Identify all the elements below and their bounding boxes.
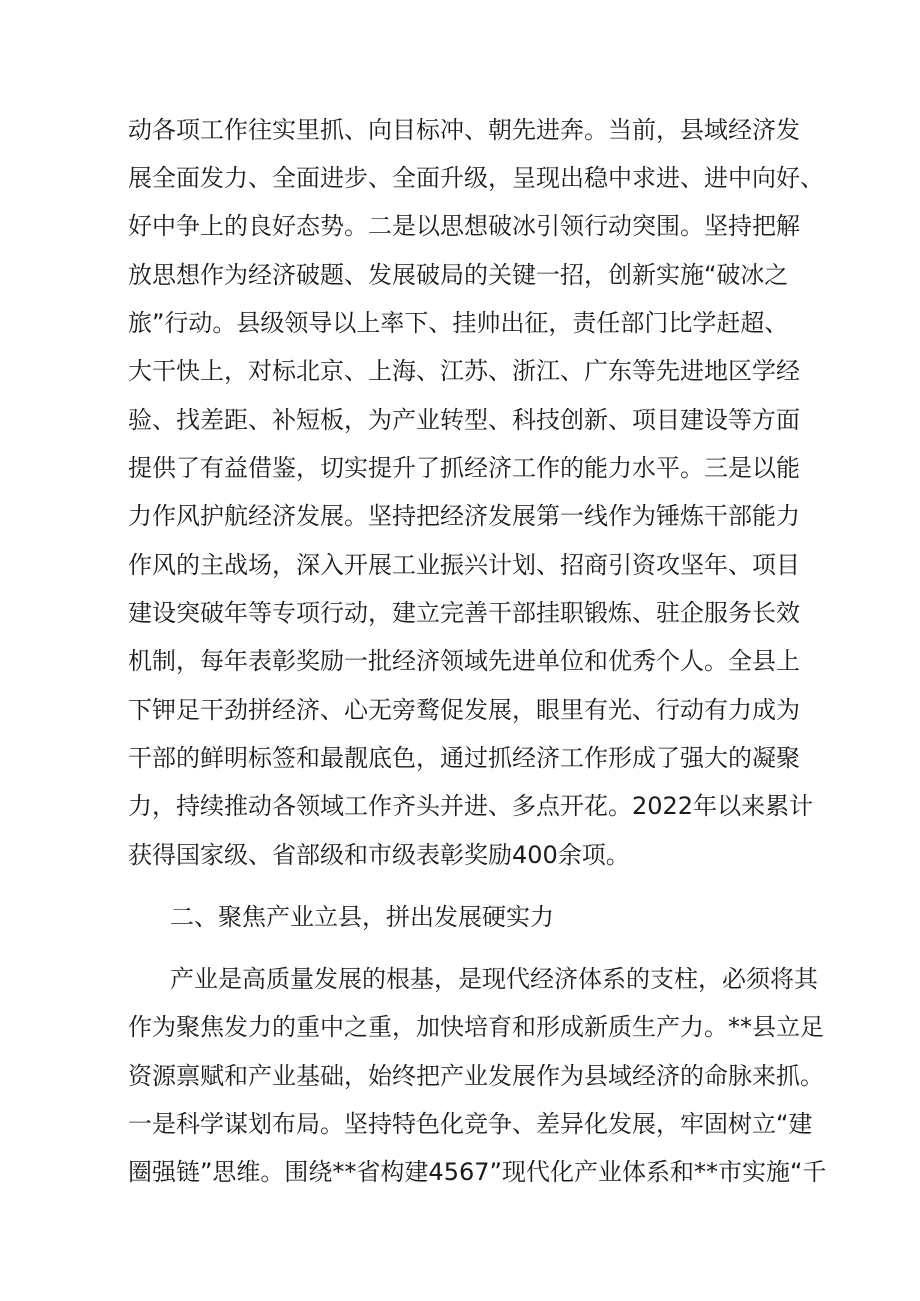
body-text-line: 资源禀赋和产业基础，始终把产业发展作为县域经济的命脉来抓。 [128,1062,824,1090]
body-text-line: 下钾足干劲拼经济、心无旁鹜促发展，眼里有光、行动有力成为 [128,696,800,724]
body-text-line: 机制，每年表彰奖励一批经济领域先进单位和优秀个人。全县上 [128,647,800,675]
body-text-line: 动各项工作往实里抓、向目标冲、朝先进奔。当前，县域经济发 [128,116,800,144]
body-text-line: 建设突破年等专项行动，建立完善干部挂职锻炼、驻企服务长效 [128,599,800,627]
body-text-line: 圈强链”思维。围绕**省构建4567”现代化产业体系和**市实施“千 [128,1158,827,1186]
body-text-line: 力，持续推动各领域工作齐头并进、多点开花。2022年以来累计 [128,792,814,820]
body-text-line: 力作风护航经济发展。坚持把经济发展第一线作为锤炼干部能力 [128,502,800,530]
body-text-line: 放思想作为经济破题、发展破局的关键一招，创新实施“破冰之 [128,261,789,289]
body-text-line: 好中争上的良好态势。二是以思想破冰引领行动突围。坚持把解 [128,212,800,240]
body-text-line: 干部的鲜明标签和最靓底色，通过抓经济工作形成了强大的凝聚 [128,744,800,772]
section-heading: 二、聚焦产业立县，拼出发展硬实力 [170,903,554,931]
body-text-line: 提供了有益借鉴，切实提升了抓经济工作的能力水平。三是以能 [128,454,800,482]
body-text-line: 验、找差距、补短板，为产业转型、科技创新、项目建设等方面 [128,406,800,434]
body-text-line: 展全面发力、全面进步、全面升级，呈现出稳中求进、进中向好、 [128,164,824,192]
body-text-line: 旅”行动。县级领导以上率下、挂帅出征，责任部门比学赶超、 [128,309,789,337]
body-text-line: 作风的主战场，深入开展工业振兴计划、招商引资攻坚年、项目 [128,551,800,579]
body-text-line: 作为聚焦发力的重中之重，加快培育和形成新质生产力。**县立足 [128,1013,824,1041]
body-text-line: 获得国家级、省部级和市级表彰奖励400余项。 [128,841,630,869]
body-text-line: 一是科学谋划布局。坚持特色化竞争、差异化发展，牢固树立“建 [128,1110,813,1138]
body-text-line: 大干快上，对标北京、上海、江苏、浙江、广东等先进地区学经 [128,357,800,385]
body-text-line: 产业是高质量发展的根基，是现代经济体系的支柱，必须将其 [170,965,818,993]
